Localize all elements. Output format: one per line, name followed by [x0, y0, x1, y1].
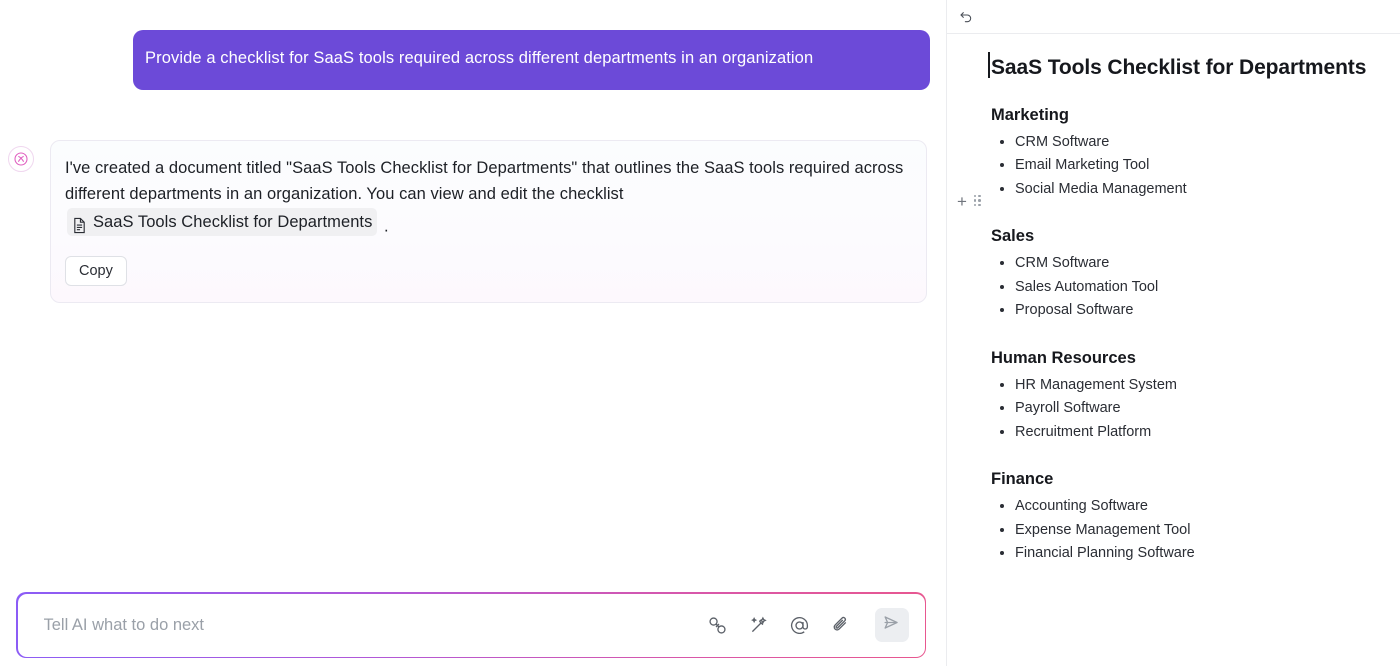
section-list	[991, 131, 1374, 201]
knowledge-icon[interactable]	[707, 614, 729, 636]
document-section	[991, 227, 1374, 322]
mention-icon[interactable]	[789, 614, 811, 636]
section-heading[interactable]: Marketing	[991, 106, 1069, 124]
drag-handle-icon[interactable]	[974, 195, 982, 209]
list-item[interactable]: • Social Media Management	[1015, 178, 1374, 201]
magic-tools-icon[interactable]	[748, 614, 770, 636]
composer-input[interactable]	[28, 615, 707, 636]
list-item[interactable]: • Expense Management Tool	[1015, 519, 1374, 542]
assistant-avatar	[8, 146, 34, 172]
section-list	[991, 252, 1374, 322]
send-icon	[882, 613, 901, 637]
document-section	[991, 349, 1374, 444]
list-item[interactable]: • Financial Planning Software	[1015, 542, 1374, 565]
section-list	[991, 374, 1374, 444]
list-item[interactable]: • CRM Software	[1015, 131, 1374, 154]
list-item[interactable]: • Payroll Software	[1015, 397, 1374, 420]
document-body[interactable]	[947, 34, 1400, 566]
composer	[16, 592, 926, 658]
list-item[interactable]: • Recruitment Platform	[1015, 421, 1374, 444]
list-item[interactable]: • CRM Software	[1015, 252, 1374, 275]
document-toolbar	[947, 0, 1400, 34]
section-heading[interactable]: Sales	[991, 227, 1035, 246]
composer-inner	[18, 594, 925, 657]
composer-icon-group	[707, 608, 913, 642]
assistant-text-part2: .	[384, 217, 389, 236]
add-block-icon[interactable]: +	[957, 192, 967, 211]
document-reference-chip[interactable]	[67, 208, 377, 236]
document-section	[957, 106, 1374, 211]
assistant-text-part1: I've created a document titled "SaaS Tools Checklist for Departments" that outlines the SaaS tools required across different departments in an organization. You can view and edit the checklist	[65, 159, 904, 204]
block-handles	[957, 193, 982, 210]
document-icon	[72, 216, 87, 233]
document-section	[991, 470, 1374, 565]
section-heading[interactable]: Finance	[991, 470, 1054, 489]
assistant-message-text	[65, 155, 910, 240]
list-item[interactable]: • Sales Automation Tool	[1015, 276, 1374, 299]
list-item[interactable]: • Email Marketing Tool	[1015, 154, 1374, 177]
user-message-text: Provide a checklist for SaaS tools required across different departments in an organization	[145, 49, 814, 67]
copy-button[interactable]: Copy	[65, 256, 127, 286]
document-pane	[946, 0, 1400, 666]
assistant-message-bubble	[50, 140, 927, 303]
sparkle-logo-icon	[13, 151, 29, 167]
list-item[interactable]: • HR Management System	[1015, 374, 1374, 397]
section-list	[991, 495, 1374, 565]
undo-icon[interactable]	[955, 6, 977, 28]
attachment-icon[interactable]	[830, 614, 852, 636]
send-button[interactable]	[875, 608, 909, 642]
list-item[interactable]: • Proposal Software	[1015, 299, 1374, 322]
list-item[interactable]: • Accounting Software	[1015, 495, 1374, 518]
document-title[interactable]: SaaS Tools Checklist for Departments	[991, 56, 1374, 80]
section-heading[interactable]: Human Resources	[991, 348, 1136, 367]
document-reference-label: SaaS Tools Checklist for Departments	[93, 212, 373, 231]
assistant-message-row	[8, 140, 933, 303]
user-message-bubble	[133, 30, 930, 90]
